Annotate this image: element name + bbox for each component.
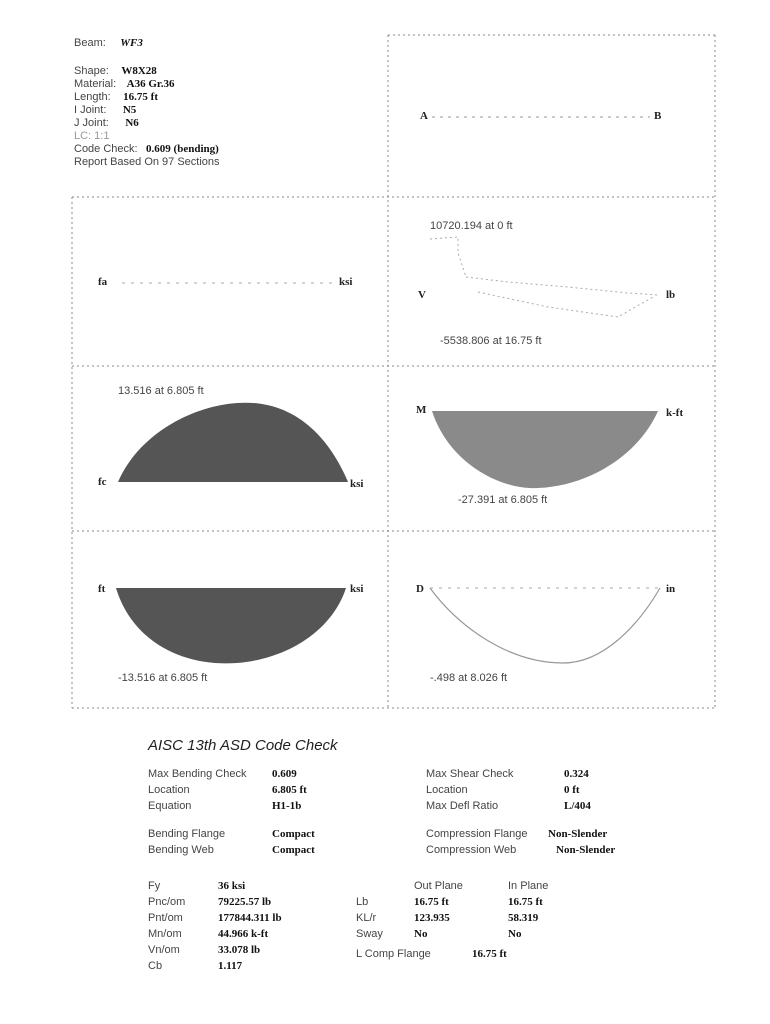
lb-in-value: 16.75 ft (508, 896, 543, 908)
max-defl-label: Max Defl Ratio (426, 800, 499, 812)
pnt-label: Pnt/om (148, 912, 183, 924)
location2-value: 0 ft (564, 784, 580, 796)
max-bending-label: Max Bending Check (148, 768, 247, 780)
deflection-label: D (416, 583, 424, 595)
mn-label: Mn/om (148, 928, 182, 940)
fc-unit: ksi (350, 478, 364, 490)
ijoint-label: I Joint: (74, 104, 107, 116)
equation-value: H1-1b (272, 800, 302, 812)
vn-value: 33.078 lb (218, 944, 261, 956)
beam-end-b-label: B (654, 110, 662, 122)
location-label: Location (148, 784, 190, 796)
ft-label: ft (98, 583, 106, 595)
length-label: Length: (74, 91, 111, 103)
out-plane-header: Out Plane (414, 880, 463, 892)
fa-label: fa (98, 276, 108, 288)
length-value: 16.75 ft (123, 91, 158, 103)
lb-label: Lb (356, 896, 369, 908)
moment-unit: k-ft (666, 407, 684, 419)
sway-in-value: No (508, 928, 522, 940)
sway-out-value: No (414, 928, 428, 940)
lcomp-label: L Comp Flange (356, 948, 431, 960)
ft-min-annotation: -13.516 at 6.805 ft (118, 672, 208, 684)
fy-value: 36 ksi (218, 880, 246, 892)
cb-label: Cb (148, 960, 163, 972)
shear-min-annotation: -5538.806 at 16.75 ft (440, 335, 542, 347)
klr-label: KL/r (356, 912, 377, 924)
shape-value: W8X28 (121, 65, 157, 77)
pnc-label: Pnc/om (148, 896, 186, 908)
max-shear-value: 0.324 (564, 768, 589, 780)
shear-unit: lb (666, 289, 676, 301)
location-value: 6.805 ft (272, 784, 307, 796)
bending-web-label: Bending Web (148, 844, 214, 856)
material-value: A36 Gr.36 (126, 78, 175, 90)
moment-label: M (416, 404, 427, 416)
fc-label: fc (98, 476, 107, 488)
sway-label: Sway (356, 928, 383, 940)
pnt-value: 177844.311 lb (218, 912, 282, 924)
beam-label: Beam: (74, 37, 106, 49)
klr-out-value: 123.935 (414, 912, 450, 924)
shape-label: Shape: (74, 65, 109, 77)
beam-value: WF3 (120, 37, 143, 49)
deflection-curve (430, 588, 660, 663)
ft-unit: ksi (350, 583, 364, 595)
comp-web-value: Non-Slender (556, 844, 616, 856)
deflection-unit: in (666, 583, 676, 595)
max-bending-value: 0.609 (272, 768, 297, 780)
code-check-title: AISC 13th ASD Code Check (148, 737, 338, 754)
in-plane-header: In Plane (508, 880, 549, 892)
fy-label: Fy (148, 880, 161, 892)
equation-label: Equation (148, 800, 192, 812)
load-combination-label: LC: 1:1 (74, 130, 110, 142)
moment-fill (432, 411, 658, 488)
material-label: Material: (74, 78, 117, 90)
bending-web-value: Compact (272, 844, 315, 856)
ijoint-value: N5 (122, 104, 137, 116)
bending-flange-value: Compact (272, 828, 315, 840)
moment-min-annotation: -27.391 at 6.805 ft (458, 494, 548, 506)
comp-flange-value: Non-Slender (548, 828, 608, 840)
ft-fill (116, 588, 346, 663)
codecheck-label: Code Check: (74, 143, 138, 155)
mn-value: 44.966 k-ft (218, 928, 269, 940)
codecheck-value: 0.609 (bending) (146, 143, 219, 155)
report-sections-text: Report Based On 97 Sections (74, 156, 220, 168)
moment-diagram (388, 366, 715, 531)
jjoint-label: J Joint: (74, 117, 109, 129)
bending-flange-label: Bending Flange (148, 828, 226, 840)
fc-max-annotation: 13.516 at 6.805 ft (118, 385, 204, 397)
comp-web-label: Compression Web (426, 844, 517, 856)
max-shear-label: Max Shear Check (426, 768, 514, 780)
klr-in-value: 58.319 (508, 912, 539, 924)
deflection-min-annotation: -.498 at 8.026 ft (430, 672, 508, 684)
location2-label: Location (426, 784, 468, 796)
beam-sketch (388, 35, 715, 197)
lb-out-value: 16.75 ft (414, 896, 449, 908)
pnc-value: 79225.57 lb (218, 896, 272, 908)
lcomp-value: 16.75 ft (472, 948, 507, 960)
comp-flange-label: Compression Flange (426, 828, 528, 840)
vn-label: Vn/om (148, 944, 180, 956)
fa-unit: ksi (339, 276, 353, 288)
max-defl-value: L/404 (564, 800, 591, 812)
fc-fill (118, 403, 348, 482)
shear-label: V (418, 289, 426, 301)
beam-end-a-label: A (420, 110, 428, 122)
jjoint-value: N6 (125, 117, 139, 129)
shear-max-annotation: 10720.194 at 0 ft (430, 220, 513, 232)
cb-value: 1.117 (218, 960, 243, 972)
